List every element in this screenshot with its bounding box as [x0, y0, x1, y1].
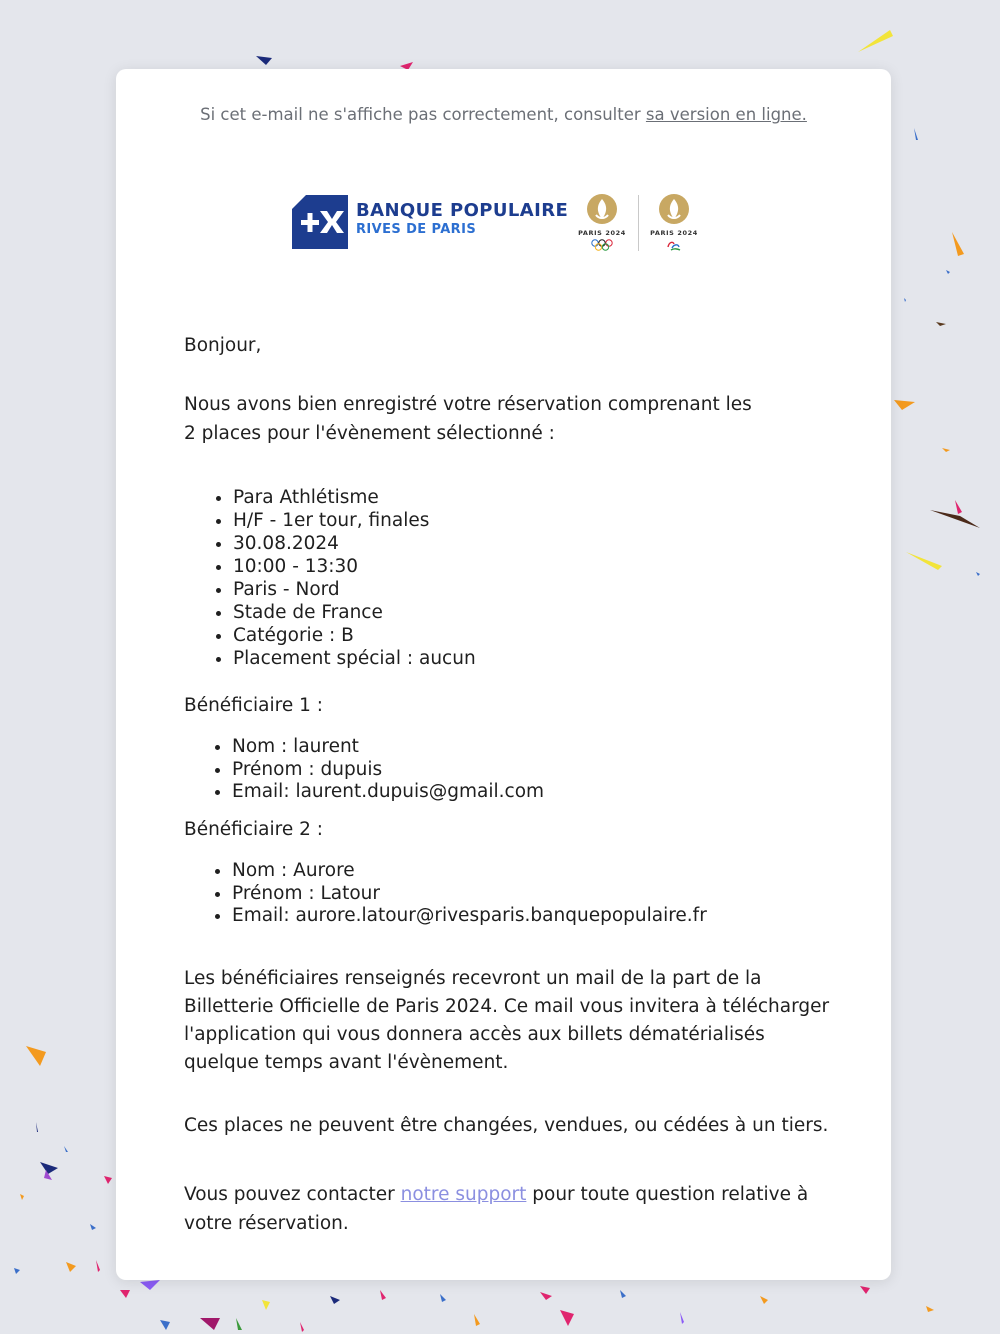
event-detail: • H/F - 1er tour, finales [233, 509, 476, 532]
contact-paragraph [184, 1180, 844, 1238]
intro-line: 2 places pour l'évènement sélectionné : [184, 423, 555, 444]
intro-paragraph [184, 390, 824, 448]
paris-2024-olympic-logo [576, 193, 628, 255]
email-card [116, 69, 891, 1280]
beneficiary-list [184, 736, 544, 804]
beneficiary-nom: • Nom : laurent [232, 736, 544, 759]
preheader [116, 105, 891, 124]
beneficiary-title: Bénéficiaire 2 : [184, 819, 323, 840]
logo-bar [290, 191, 710, 255]
event-details-list [184, 486, 476, 670]
info-line: l'application qui vous donnera accès aux billets dématérialisés [184, 1024, 765, 1045]
bank-region: RIVES DE PARIS [356, 222, 477, 237]
contact-line [184, 1180, 844, 1209]
paralympic-label: PARIS 2024 [650, 229, 698, 237]
paris-2024-paralympic-logo [648, 193, 700, 255]
bank-name: BANQUE POPULAIRE [356, 200, 569, 221]
beneficiary-nom: • Nom : Aurore [232, 860, 707, 883]
contact-line: votre réservation. [184, 1213, 349, 1234]
event-detail: • Paris - Nord [233, 578, 476, 601]
intro-line: Nous avons bien enregistré votre réservation comprenant les [184, 394, 752, 415]
paris-2024-flame-icon [648, 193, 700, 229]
event-detail: • 10:00 - 13:30 [233, 555, 476, 578]
beneficiary-prenom: • Prénom : dupuis [232, 759, 544, 782]
info-line: Les bénéficiaires renseignés recevront un mail de la part de la [184, 968, 762, 989]
info-paragraph [184, 965, 844, 1077]
contact-text: pour toute question relative à [526, 1184, 809, 1205]
beneficiary-title: Bénéficiaire 1 : [184, 695, 323, 716]
olympic-label: PARIS 2024 [578, 229, 626, 237]
event-detail: • 30.08.2024 [233, 532, 476, 555]
event-detail: • Placement spécial : aucun [233, 647, 476, 670]
beneficiary-list [184, 860, 707, 928]
logo-divider [638, 195, 639, 251]
olympic-rings-icon [590, 239, 614, 251]
event-detail: • Para Athlétisme [233, 486, 476, 509]
event-detail: • Catégorie : B [233, 624, 476, 647]
banque-populaire-logo-icon [292, 195, 348, 249]
online-version-link[interactable]: sa version en ligne. [645, 105, 807, 124]
support-link[interactable]: notre support [400, 1184, 527, 1205]
beneficiary-email: • Email: aurore.latour@rivesparis.banquepopulaire.fr [232, 905, 707, 928]
paris-2024-flame-icon [576, 193, 628, 229]
info-line: Billetterie Officielle de Paris 2024. Ce mail vous invitera à télécharger [184, 996, 830, 1017]
contact-text: Vous pouvez contacter [184, 1184, 401, 1205]
beneficiary-email: • Email: laurent.dupuis@gmail.com [232, 781, 544, 804]
preheader-text: Si cet e-mail ne s'affiche pas correctement, consulter [200, 105, 646, 124]
beneficiary-prenom: • Prénom : Latour [232, 883, 707, 906]
greeting: Bonjour, [184, 335, 262, 356]
notice-text: Ces places ne peuvent être changées, vendues, ou cédées à un tiers. [184, 1115, 829, 1136]
agitos-icon [666, 239, 682, 251]
info-line: quelque temps avant l'évènement. [184, 1052, 509, 1073]
event-detail: • Stade de France [233, 601, 476, 624]
